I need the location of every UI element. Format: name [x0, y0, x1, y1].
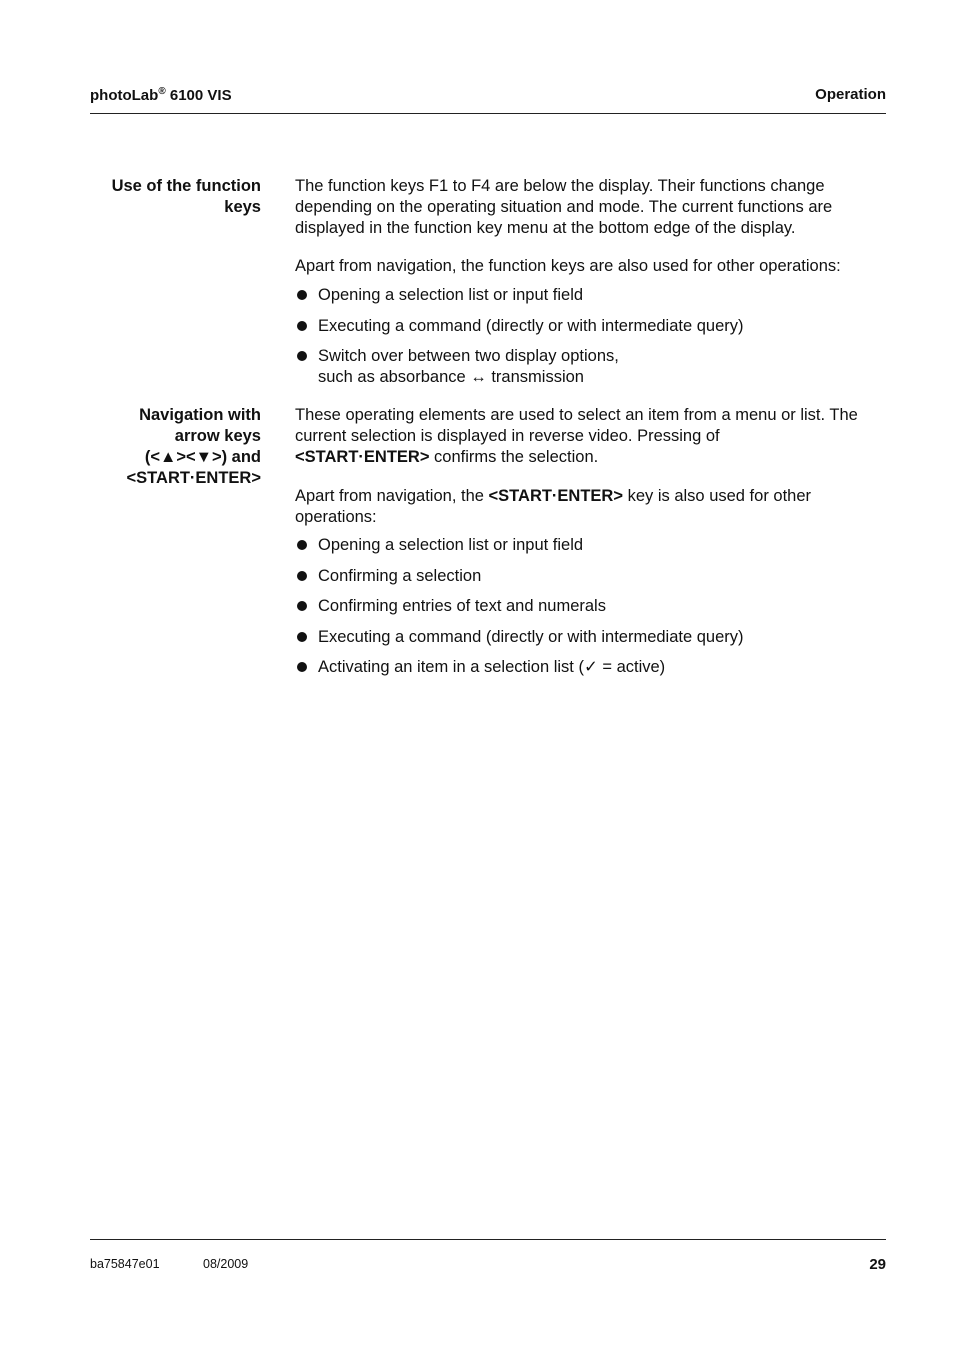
heading-line: <START·ENTER>: [126, 469, 261, 487]
paragraph-line: displayed in the function key menu at the bottom edge of the display.: [295, 219, 796, 237]
heading-line: keys: [224, 198, 261, 216]
page-number: 29: [869, 1256, 886, 1273]
paragraph-line: operations:: [295, 508, 377, 526]
list-item-text: Opening a selection list or input field: [318, 286, 584, 304]
paragraph-line: <START·ENTER> confirms the selection.: [295, 448, 599, 466]
heading-line: arrow keys: [174, 427, 261, 445]
paragraph-line: depending on the operating situation and mode. The current functions are: [295, 198, 833, 216]
page-header: [90, 86, 886, 106]
document-date: 08/2009: [203, 1257, 249, 1271]
section-heading-function-keys: [90, 176, 261, 218]
header-product-name: photoLab: [90, 87, 159, 104]
document-code: ba75847e01: [90, 1257, 160, 1271]
heading-line: Use of the function: [111, 177, 261, 195]
function-keys-lead: Apart from navigation, the function keys are also used for other operations:: [295, 257, 841, 275]
bullet-icon: [297, 351, 307, 361]
list-item-text: Executing a command (directly or with intermediate query): [318, 628, 744, 646]
bullet-icon: [297, 632, 307, 642]
list-item-text: Confirming entries of text and numerals: [318, 597, 606, 615]
start-enter-key-label: <START·ENTER>: [295, 448, 430, 466]
paragraph-line: These operating elements are used to select an item from a menu or list. The: [295, 406, 858, 424]
footer-divider: [90, 1239, 886, 1240]
paragraph-line: The function keys F1 to F4 are below the display. Their functions change: [295, 177, 825, 195]
section-heading-arrow-keys: [90, 405, 261, 489]
bullet-icon: [297, 601, 307, 611]
header-section: Operation: [815, 86, 886, 103]
header-product: [90, 86, 232, 104]
list-item-text: Opening a selection list or input field: [318, 536, 584, 554]
list-item-text: Activating an item in a selection list (✓ = active): [318, 658, 666, 676]
list-item-text: Switch over between two display options, such as absorbance ↔ transmission: [318, 347, 619, 386]
bullet-icon: [297, 290, 307, 300]
start-enter-key-label: <START·ENTER>: [488, 487, 623, 505]
bullet-icon: [297, 662, 307, 672]
arrow-keys-intro: [295, 405, 895, 468]
header-divider: [90, 113, 886, 114]
header-product-model: 6100 VIS: [165, 87, 232, 104]
arrow-keys-lead: [295, 486, 895, 528]
bullet-icon: [297, 571, 307, 581]
heading-line: (<▲><▼>) and: [144, 448, 261, 466]
bullet-icon: [297, 321, 307, 331]
bullet-icon: [297, 540, 307, 550]
heading-line: Navigation with: [139, 406, 261, 424]
paragraph-line: Apart from navigation, the <START·ENTER> key is also used for other: [295, 487, 812, 505]
paragraph-line: current selection is displayed in reverse video. Pressing of: [295, 427, 720, 445]
function-keys-intro: [295, 176, 895, 239]
registered-mark: ®: [158, 86, 166, 97]
list-item-text: Confirming a selection: [318, 567, 482, 585]
list-item-text: Executing a command (directly or with intermediate query): [318, 317, 744, 335]
